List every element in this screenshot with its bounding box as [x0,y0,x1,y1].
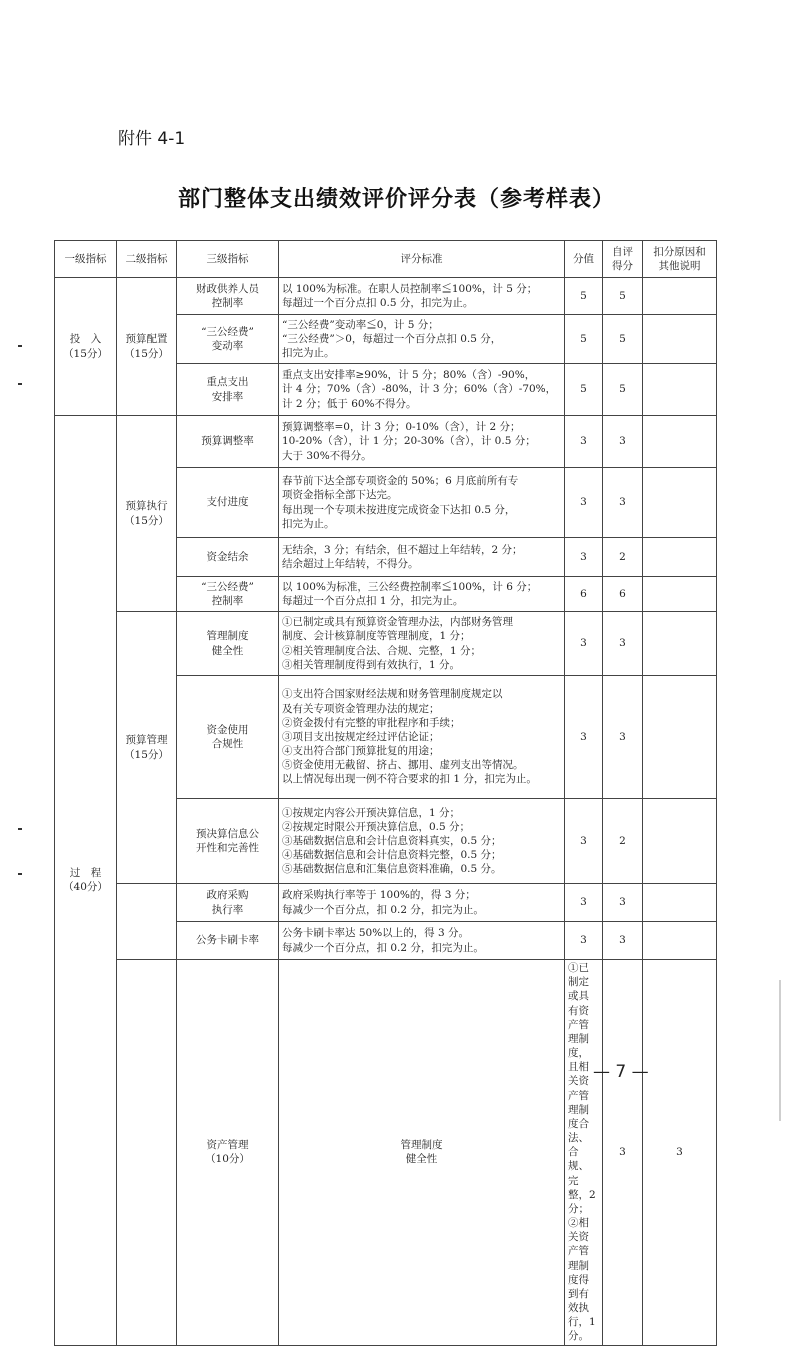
table-header-row [55,241,717,278]
score-cell: 3 [565,538,603,577]
notes-cell [643,612,717,676]
criteria-cell: 以 100%为标准，三公经费控制率≦100%，计 6 分； 每超过一个百分点扣 1 分，扣完为止。 [279,577,565,612]
score-cell: 3 [565,884,603,922]
level3-cell: 资金结余 [177,538,279,577]
notes-cell [643,315,717,364]
score-cell: 3 [565,922,603,960]
col-header-self-score: 自评 得分 [603,241,643,278]
level3-cell: 管理制度 健全性 [279,960,565,1346]
col-header-criteria: 评分标准 [279,241,565,278]
notes-cell [643,799,717,884]
col-header-score: 分值 [565,241,603,278]
evaluation-table [54,240,717,1346]
scan-mark [18,828,22,830]
criteria-cell: ①按规定内容公开预决算信息，1 分； ②按规定时限公开预决算信息，0.5 分； ③基础数据信息和会计信息资料真实，0.5 分； ④基础数据信息和会计信息资料完整，0.5 分； ⑤基础数据信息和汇集信息资料准确，0.5 分。 [279,799,565,884]
level3-cell: 重点支出 安排率 [177,364,279,416]
self-score-cell: 6 [603,577,643,612]
col-header-level3: 三级指标 [177,241,279,278]
criteria-cell: 预算调整率=0，计 3 分；0-10%（含），计 2 分； 10-20%（含），计 1 分；20-30%（含），计 0.5 分； 大于 30%不得分。 [279,416,565,468]
level2-budget-config: 预算配置 （15分） [117,278,177,416]
self-score-cell: 3 [603,676,643,799]
criteria-cell: 无结余，3 分；有结余，但不超过上年结转，2 分； 结余超过上年结转，不得分。 [279,538,565,577]
self-score-cell: 5 [603,364,643,416]
score-cell: 3 [565,799,603,884]
self-score-cell: 3 [603,612,643,676]
notes-cell [643,922,717,960]
notes-cell [643,278,717,315]
criteria-cell: 重点支出安排率≥90%，计 5 分；80%（含）-90%， 计 4 分；70%（含）-80%，计 3 分；60%（含）-70%， 计 2 分；低于 60%不得分。 [279,364,565,416]
score-cell: 3 [565,416,603,468]
criteria-cell: ①已制定或具有资产管理制度，且相关资产管理制 度合法、合规、完整，2 分； ②相关资产管理制度得到有效执行，1 分。 [565,960,603,1346]
score-cell: 5 [565,364,603,416]
criteria-cell: 政府采购执行率等于 100%的，得 3 分； 每减少一个百分点，扣 0.2 分，扣完为止。 [279,884,565,922]
table-row [55,278,717,315]
level2-budget-exec: 预算执行 （15分） [117,416,177,612]
self-score-cell: 3 [643,960,717,1346]
score-cell: 3 [565,676,603,799]
score-cell: 5 [565,315,603,364]
level3-cell: 支付进度 [177,468,279,538]
self-score-cell: 5 [603,315,643,364]
self-score-cell: 3 [603,922,643,960]
level3-cell: 预算调整率 [177,416,279,468]
table-row [55,884,717,922]
table-row [55,612,717,676]
level3-cell: 公务卡刷卡率 [177,922,279,960]
notes-cell [643,538,717,577]
self-score-cell: 5 [603,278,643,315]
scan-mark [18,345,22,347]
criteria-cell: 春节前下达全部专项资金的 50%；6 月底前所有专 项资金指标全部下达完。 每出现一个专项未按进度完成资金下达扣 0.5 分， 扣完为止。 [279,468,565,538]
scan-edge [779,980,781,1121]
level1-input: 投 入 （15分） [55,278,117,416]
notes-cell [643,364,717,416]
level2-asset-mgmt: 资产管理 （10分） [177,960,279,1346]
level3-cell: 管理制度 健全性 [177,612,279,676]
col-header-level1: 一级指标 [55,241,117,278]
score-cell: 5 [565,278,603,315]
level3-cell: “三公经费” 变动率 [177,315,279,364]
scan-mark [18,383,22,385]
level3-cell: “三公经费” 控制率 [177,577,279,612]
score-cell: 3 [565,612,603,676]
notes-cell [643,676,717,799]
notes-cell [643,884,717,922]
attachment-label: 附件 4-1 [118,129,186,149]
self-score-cell: 3 [603,416,643,468]
level1-process: 过 程 （40分） [55,416,117,1346]
criteria-cell: “三公经费”变动率≦0，计 5 分； “三公经费”＞0，每超过一个百分点扣 0.5 分， 扣完为止。 [279,315,565,364]
level1-empty [117,960,177,1346]
level2-budget-mgmt: 预算管理 （15分） [117,612,177,884]
self-score-cell: 3 [603,884,643,922]
level3-cell: 预决算信息公 开性和完善性 [177,799,279,884]
level3-cell: 政府采购 执行率 [177,884,279,922]
criteria-cell: 以 100%为标准。在职人员控制率≦100%，计 5 分； 每超过一个百分点扣 0.5 分，扣完为止。 [279,278,565,315]
col-header-level2: 二级指标 [117,241,177,278]
notes-cell [643,416,717,468]
criteria-cell: ①支出符合国家财经法规和财务管理制度规定以 及有关专项资金管理办法的规定； ②资金拨付有完整的审批程序和手续； ③项目支出按规定经过评估论证； ④支出符合部门预算批复的用途； ⑤资金使用无截留、挤占、挪用、虚列支出等情况。 以上情况每出现一例不符合要求的扣 1 分，扣完为止。 [279,676,565,799]
table-row [55,416,717,468]
col-header-notes: 扣分原因和 其他说明 [643,241,717,278]
notes-cell [643,468,717,538]
self-score-cell: 2 [603,799,643,884]
criteria-cell: ①已制定或具有预算资金管理办法，内部财务管理 制度、会计核算制度等管理制度，1 分； ②相关管理制度合法、合规、完整，1 分； ③相关管理制度得到有效执行，1 分。 [279,612,565,676]
self-score-cell: 3 [603,468,643,538]
notes-cell [643,577,717,612]
page-title: 部门整体支出绩效评价评分表（参考样表） [177,187,615,212]
level3-cell: 财政供养人员 控制率 [177,278,279,315]
criteria-cell: 公务卡刷卡率达 50%以上的，得 3 分。 每减少一个百分点，扣 0.2 分，扣完为止。 [279,922,565,960]
score-cell: 3 [565,468,603,538]
page-number: — 7 — [593,1062,649,1082]
scan-mark [18,873,22,875]
table-row [55,960,717,1346]
level3-cell: 资金使用 合规性 [177,676,279,799]
score-cell: 6 [565,577,603,612]
self-score-cell: 2 [603,538,643,577]
score-cell: 3 [603,960,643,1346]
level2-empty [117,884,177,960]
